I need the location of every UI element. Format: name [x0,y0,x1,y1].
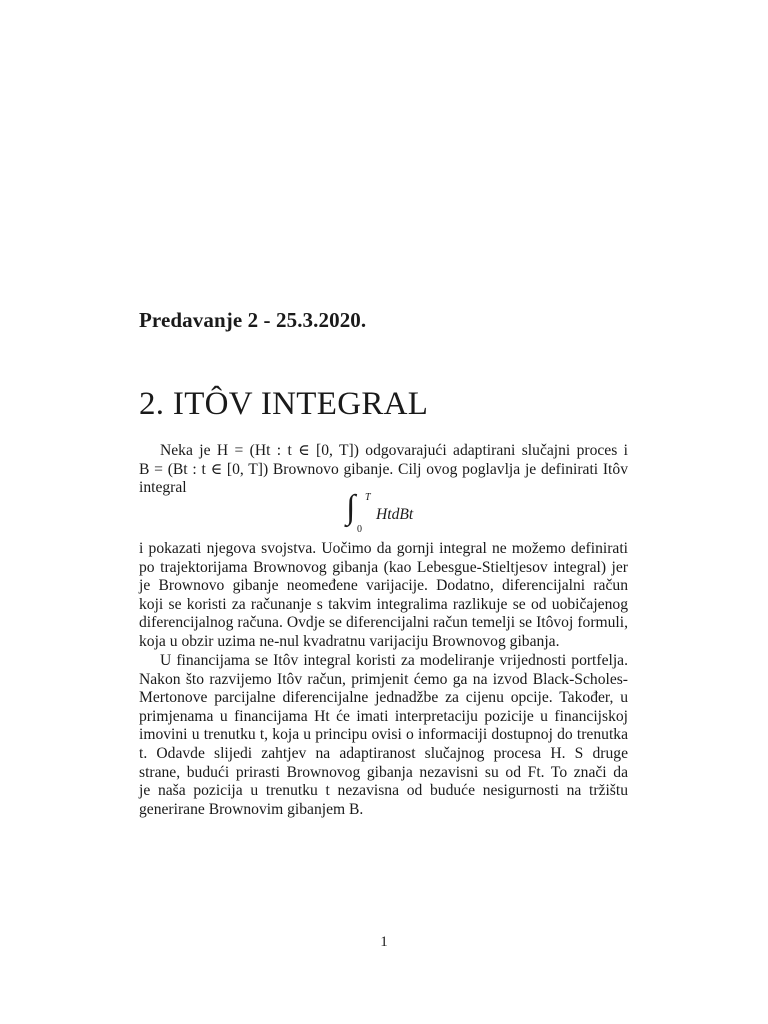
integral-lower-limit: 0 [357,524,362,535]
text-line: po trajektorijama Brownovog gibanja (kao Lebesgue-Stieltjesov integral) jer [139,558,628,576]
lecture-title: Predavanje 2 - 25.3.2020. [139,308,367,332]
text-line: t. Odavde slijedi zahtjev na adaptiranost slučajnog procesa H. S druge [139,744,628,762]
text-line: U financijama se Itôv integral koristi za modeliranje vrijednosti portfelja. [160,652,628,669]
text-line: je naša pozicija u trenutku t nezavisna od buduće nesigurnosti na tržištu [139,782,628,800]
paragraph-properties [139,540,628,652]
text-line: koji se koristi za računanje s takvim integralima razlikuje se od uobičajenog [139,595,628,613]
text-line: integral [139,479,187,497]
text-line: koja u obzir uzima ne-nul kvadratnu varijaciju Brownovog gibanja. [139,632,560,650]
chapter-heading: 2. ITÔV INTEGRAL [139,386,429,422]
text-line: i pokazati njegova svojstva. Uočimo da gornji integral ne možemo definirati [139,540,628,557]
text-line: B = (Bt : t ∈ [0, T]) Brownovo gibanje. Cilj ovog poglavlja je definirati Itôv [139,460,628,478]
text-line: je Brownovo gibanje neomeđene varijacije. Dodatno, diferencijalni račun [139,577,628,595]
integral-upper-limit: T [365,492,371,503]
text-line: Nakon što razvijemo Itôv račun, primjenit ćemo ga na izvod Black-Scholes- [139,670,628,688]
text-line: primjenama u financijama Ht će imati interpretaciju pozicije u financijskoj [139,707,628,725]
text-line: strane, budući prirasti Brownovog gibanja nezavisni su od Ft. To znači da [139,763,628,781]
text-line: diferencijalnog računa. Ovdje se diferencijalni račun temelji se Itôvoj formuli, [139,614,628,632]
text-line: imovini u trenutku t, koja u principu ovisi o informaciji dostupnoj do trenutka [139,726,628,744]
paragraph-finance [139,652,628,819]
page-number: 1 [380,934,388,950]
ito-integral-equation [346,489,426,538]
text-line: Neka je H = (Ht : t ∈ [0, T]) odgovarajući adaptirani slučajni proces i [160,442,628,459]
paragraph-intro [139,442,628,498]
integral-sign: ∫ [346,489,356,526]
text-line: Mertonove parcijalne diferencijalne jednadžbe za cijenu opcije. Također, u [139,689,628,707]
text-line: generirane Brownovim gibanjem B. [139,800,364,818]
integrand: HtdBt [376,506,414,523]
